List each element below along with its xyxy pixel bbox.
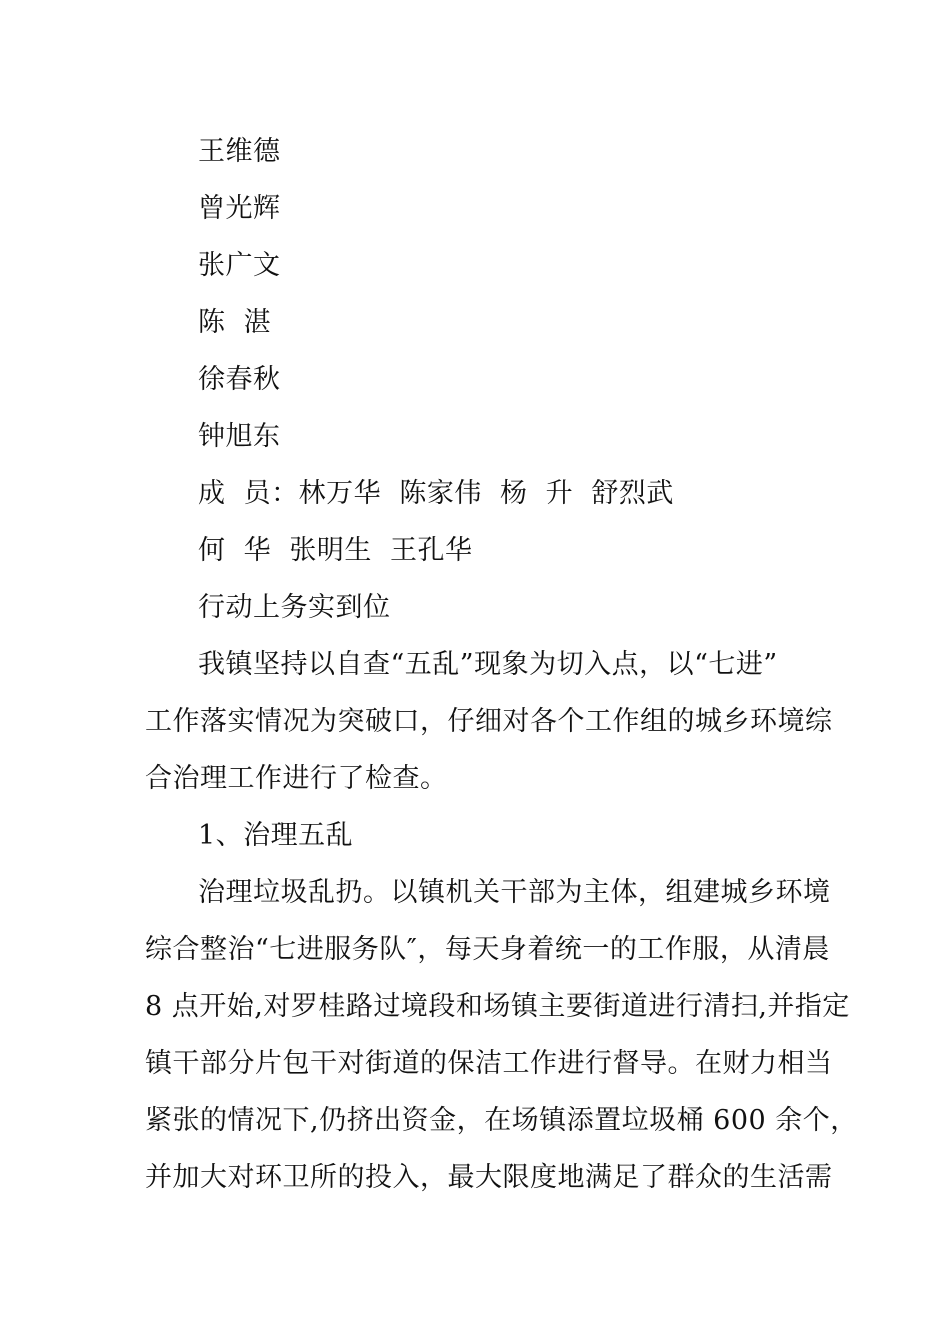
name-line-6: 钟旭东 (198, 421, 281, 452)
name-line-2: 曾光辉 (198, 193, 281, 224)
paragraph-2-line-3: 8 点开始,对罗桂路过境段和场镇主要街道进行清扫,并指定 (145, 991, 850, 1022)
paragraph-1-line-2: 工作落实情况为突破口，仔细对各个工作组的城乡环境综 (145, 706, 833, 737)
name-line-3: 张广文 (198, 250, 281, 281)
name-line-1: 王维德 (198, 136, 281, 167)
subsection-heading: 1、治理五乱 (198, 820, 354, 851)
paragraph-1-line-3: 合治理工作进行了检查。 (145, 763, 448, 794)
name-line-4: 陈 湛 (198, 307, 272, 338)
members-line-1: 成 员：林万华 陈家伟 杨 升 舒烈武 (198, 478, 674, 509)
name-line-5: 徐春秋 (198, 364, 281, 395)
section-heading: 行动上务实到位 (198, 592, 391, 623)
members-line-2: 何 华 张明生 王孔华 (198, 535, 473, 566)
paragraph-2-line-1: 治理垃圾乱扔。以镇机关干部为主体，组建城乡环境 (198, 877, 831, 908)
paragraph-1-line-1: 我镇坚持以自查“五乱”现象为切入点，以“七进” (198, 649, 778, 680)
paragraph-2-line-2: 综合整治“七进服务队″，每天身着统一的工作服，从清晨 (145, 934, 830, 965)
paragraph-2-line-5: 紧张的情况下,仍挤出资金，在场镇添置垃圾桶 600 余个， (145, 1105, 858, 1136)
paragraph-2-line-6: 并加大对环卫所的投入，最大限度地满足了群众的生活需 (145, 1162, 833, 1193)
paragraph-2-line-4: 镇干部分片包干对街道的保洁工作进行督导。在财力相当 (145, 1048, 833, 1079)
